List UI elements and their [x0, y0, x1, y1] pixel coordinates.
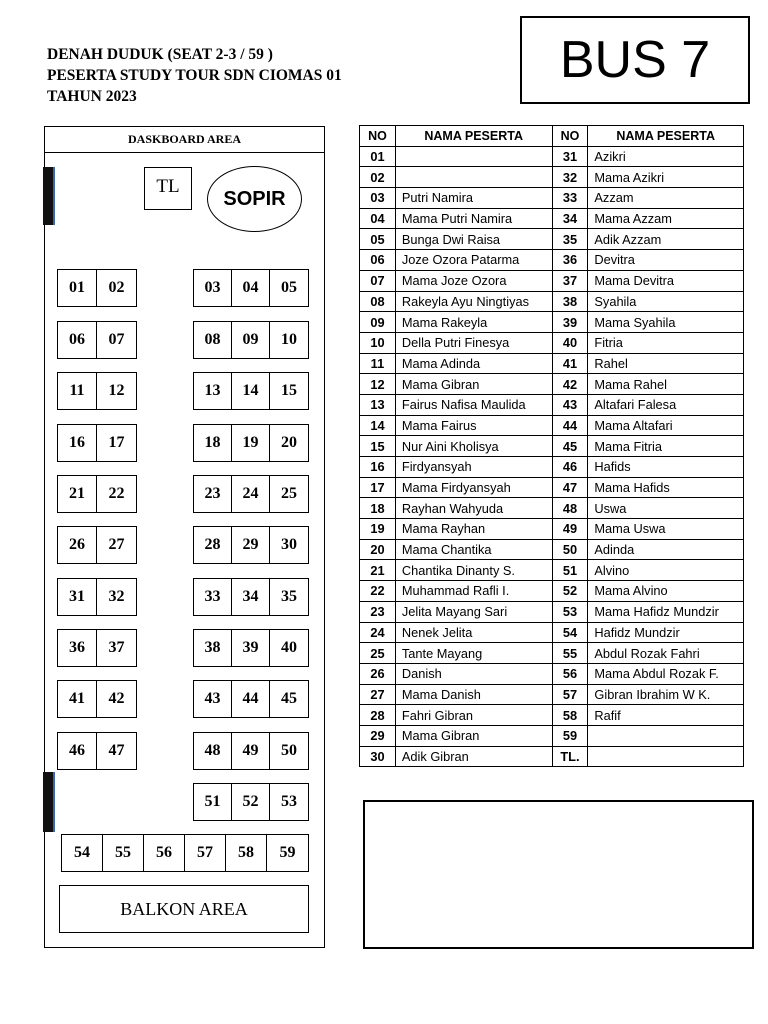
participant-name-right: Mama Hafids: [588, 477, 744, 498]
row-no-left: 30: [360, 746, 396, 767]
table-row: [360, 622, 744, 643]
seat-12: 12: [108, 382, 125, 399]
seat-53: 53: [281, 793, 297, 810]
seat-24: 24: [232, 476, 270, 512]
participant-name-left: Rakeyla Ayu Ningtiyas: [395, 291, 552, 312]
participant-name-left: Mama Putri Namira: [395, 208, 552, 229]
row-no-left: 06: [360, 250, 396, 271]
participant-name-right: Mama Azzam: [588, 208, 744, 229]
seat-43: 43: [194, 681, 232, 717]
header-no-right: NO: [552, 126, 588, 147]
table-row: [360, 539, 744, 560]
row-no-left: 12: [360, 374, 396, 395]
participant-name-left: Joze Ozora Patarma: [395, 250, 552, 271]
seat-40: 40: [281, 639, 297, 656]
seat-map: [44, 126, 325, 948]
seat-01: 01: [58, 270, 97, 306]
participant-name-right: Rahel: [588, 353, 744, 374]
left-seat-row: [57, 680, 137, 718]
header-no-left: NO: [360, 126, 396, 147]
participant-name-left: Bunga Dwi Raisa: [395, 229, 552, 250]
seat-14: 14: [232, 373, 270, 409]
participant-name-right: Devitra: [588, 250, 744, 271]
table-row: [360, 291, 744, 312]
rear-door-marker: [43, 772, 55, 832]
row-no-left: 15: [360, 436, 396, 457]
row-no-right: 33: [552, 188, 588, 209]
table-row: [360, 270, 744, 291]
left-seat-row: [57, 321, 137, 359]
participant-name-left: [395, 146, 552, 167]
header-name-left: NAMA PESERTA: [395, 126, 552, 147]
participant-name-right: Mama Abdul Rozak F.: [588, 663, 744, 684]
seat-06: 06: [58, 322, 97, 358]
table-row: [360, 353, 744, 374]
row-no-left: 01: [360, 146, 396, 167]
participant-name-left: Nur Aini Kholisya: [395, 436, 552, 457]
participant-name-left: Mama Joze Ozora: [395, 270, 552, 291]
seat-03: 03: [194, 270, 232, 306]
seat-17: 17: [108, 434, 125, 451]
participant-name-right: Mama Rahel: [588, 374, 744, 395]
participant-name-left: Fahri Gibran: [395, 705, 552, 726]
seat-09: 09: [232, 322, 270, 358]
row-no-left: 29: [360, 725, 396, 746]
participant-name-left: Mama Rayhan: [395, 519, 552, 540]
seat-48: 48: [194, 733, 232, 769]
left-seat-row: [57, 732, 137, 770]
front-door-marker: [43, 167, 55, 225]
participant-name-right: Mama Alvino: [588, 581, 744, 602]
table-header-row: [360, 126, 744, 147]
participant-name-right: Gibran Ibrahim W K.: [588, 684, 744, 705]
seat-02: 02: [108, 279, 125, 296]
participant-name-left: Tante Mayang: [395, 643, 552, 664]
tour-leader-seat: TL: [144, 167, 192, 210]
table-row: [360, 663, 744, 684]
participant-name-right: Syahila: [588, 291, 744, 312]
row-no-left: 28: [360, 705, 396, 726]
seat-55: 55: [103, 835, 144, 871]
right-seat-row: [193, 526, 309, 564]
bus-number-box: BUS 7: [520, 16, 750, 104]
table-row: [360, 332, 744, 353]
seat-05: 05: [281, 279, 297, 296]
right-seat-row: [193, 783, 309, 821]
right-seat-row: [193, 269, 309, 307]
header-name-right: NAMA PESERTA: [588, 126, 744, 147]
row-no-right: 35: [552, 229, 588, 250]
seat-11: 11: [58, 373, 97, 409]
row-no-right: 51: [552, 560, 588, 581]
participant-name-left: Mama Chantika: [395, 539, 552, 560]
row-no-left: 10: [360, 332, 396, 353]
right-seat-row: [193, 732, 309, 770]
document-header: [47, 44, 342, 107]
row-no-left: 26: [360, 663, 396, 684]
table-row: [360, 684, 744, 705]
row-no-left: 21: [360, 560, 396, 581]
participant-name-left: Firdyansyah: [395, 457, 552, 478]
table-row: [360, 581, 744, 602]
row-no-left: 17: [360, 477, 396, 498]
row-no-right: 49: [552, 519, 588, 540]
seat-34: 34: [232, 579, 270, 615]
table-row: [360, 146, 744, 167]
participant-name-left: Fairus Nafisa Maulida: [395, 394, 552, 415]
participant-name-right: Altafari Falesa: [588, 394, 744, 415]
table-row: [360, 436, 744, 457]
seat-19: 19: [232, 425, 270, 461]
participant-name-right: Mama Devitra: [588, 270, 744, 291]
seat-13: 13: [194, 373, 232, 409]
right-seat-row: [193, 372, 309, 410]
row-no-right: 55: [552, 643, 588, 664]
seat-23: 23: [194, 476, 232, 512]
table-row: [360, 643, 744, 664]
seat-32: 32: [108, 588, 125, 605]
row-no-right: 40: [552, 332, 588, 353]
row-no-right: 48: [552, 498, 588, 519]
seat-49: 49: [232, 733, 270, 769]
row-no-right: 41: [552, 353, 588, 374]
seat-36: 36: [58, 630, 97, 666]
participant-name-right: Mama Uswa: [588, 519, 744, 540]
participant-name-left: Danish: [395, 663, 552, 684]
seat-31: 31: [58, 579, 97, 615]
row-no-right: 43: [552, 394, 588, 415]
right-seat-row: [193, 680, 309, 718]
right-seat-row: [193, 321, 309, 359]
row-no-right: 31: [552, 146, 588, 167]
back-seat-row: [61, 834, 309, 872]
participant-name-left: Muhammad Rafli I.: [395, 581, 552, 602]
right-seat-row: [193, 578, 309, 616]
balcony-area-label: BALKON AREA: [59, 885, 309, 933]
row-no-left: 05: [360, 229, 396, 250]
table-row: [360, 394, 744, 415]
seat-42: 42: [108, 690, 125, 707]
row-no-left: 07: [360, 270, 396, 291]
participant-name-left: Adik Gibran: [395, 746, 552, 767]
seat-46: 46: [58, 733, 97, 769]
table-row: [360, 312, 744, 333]
participant-name-left: Mama Fairus: [395, 415, 552, 436]
participant-name-right: Alvino: [588, 560, 744, 581]
seat-21: 21: [58, 476, 97, 512]
table-row: [360, 250, 744, 271]
left-seat-row: [57, 269, 137, 307]
row-no-right: 50: [552, 539, 588, 560]
seat-25: 25: [281, 485, 297, 502]
participant-name-right: Mama Syahila: [588, 312, 744, 333]
seat-10: 10: [281, 331, 297, 348]
seat-15: 15: [281, 382, 297, 399]
participant-name-right: Abdul Rozak Fahri: [588, 643, 744, 664]
row-no-right: 52: [552, 581, 588, 602]
row-no-left: 02: [360, 167, 396, 188]
left-seat-row: [57, 629, 137, 667]
seat-04: 04: [232, 270, 270, 306]
table-row: [360, 519, 744, 540]
seat-50: 50: [281, 742, 297, 759]
participant-name-right: Rafif: [588, 705, 744, 726]
row-no-left: 11: [360, 353, 396, 374]
row-no-left: 25: [360, 643, 396, 664]
table-row: [360, 208, 744, 229]
header-year: TAHUN 2023: [47, 88, 137, 105]
participant-name-right: Adik Azzam: [588, 229, 744, 250]
seat-52: 52: [232, 784, 270, 820]
participant-name-left: Mama Danish: [395, 684, 552, 705]
row-no-right: 37: [552, 270, 588, 291]
row-no-left: 09: [360, 312, 396, 333]
participant-name-right: Fitria: [588, 332, 744, 353]
row-no-left: 19: [360, 519, 396, 540]
participant-name-left: Nenek Jelita: [395, 622, 552, 643]
left-seat-row: [57, 372, 137, 410]
participant-name-right: Uswa: [588, 498, 744, 519]
participant-name-right: Mama Azikri: [588, 167, 744, 188]
participant-name-left: Rayhan Wahyuda: [395, 498, 552, 519]
seat-22: 22: [108, 485, 125, 502]
right-seat-row: [193, 629, 309, 667]
seat-27: 27: [108, 536, 125, 553]
participant-name-right: Mama Hafidz Mundzir: [588, 601, 744, 622]
driver-seat: SOPIR: [207, 166, 302, 232]
row-no-left: 22: [360, 581, 396, 602]
row-no-left: 04: [360, 208, 396, 229]
row-no-left: 18: [360, 498, 396, 519]
row-no-left: 14: [360, 415, 396, 436]
participant-name-right: Azikri: [588, 146, 744, 167]
participant-name-left: [395, 167, 552, 188]
table-row: [360, 374, 744, 395]
table-row: [360, 167, 744, 188]
seat-51: 51: [194, 784, 232, 820]
left-seat-row: [57, 424, 137, 462]
table-row: [360, 188, 744, 209]
seat-47: 47: [108, 742, 125, 759]
row-no-right: 46: [552, 457, 588, 478]
table-row: [360, 477, 744, 498]
table-row: [360, 705, 744, 726]
seat-29: 29: [232, 527, 270, 563]
seat-26: 26: [58, 527, 97, 563]
participant-name-right: Hafidz Mundzir: [588, 622, 744, 643]
header-subtitle: PESERTA STUDY TOUR SDN CIOMAS 01: [47, 67, 342, 84]
row-no-right: 58: [552, 705, 588, 726]
row-no-right: 53: [552, 601, 588, 622]
row-no-left: 03: [360, 188, 396, 209]
participant-name-left: Jelita Mayang Sari: [395, 601, 552, 622]
row-no-left: 16: [360, 457, 396, 478]
row-no-right: 42: [552, 374, 588, 395]
row-no-right: 56: [552, 663, 588, 684]
row-no-left: 20: [360, 539, 396, 560]
seat-18: 18: [194, 425, 232, 461]
table-row: [360, 560, 744, 581]
row-no-right: 44: [552, 415, 588, 436]
left-seat-row: [57, 526, 137, 564]
seat-38: 38: [194, 630, 232, 666]
participant-name-right: [588, 725, 744, 746]
participant-name-left: Mama Gibran: [395, 374, 552, 395]
participant-name-right: Mama Altafari: [588, 415, 744, 436]
right-seat-row: [193, 475, 309, 513]
dashboard-area-label: DASKBOARD AREA: [45, 127, 324, 153]
table-row: [360, 601, 744, 622]
row-no-left: 27: [360, 684, 396, 705]
row-no-right: 54: [552, 622, 588, 643]
table-row: [360, 457, 744, 478]
row-no-left: 08: [360, 291, 396, 312]
seat-44: 44: [232, 681, 270, 717]
participant-name-left: Chantika Dinanty S.: [395, 560, 552, 581]
row-no-right: 57: [552, 684, 588, 705]
seat-30: 30: [281, 536, 297, 553]
row-no-right: 32: [552, 167, 588, 188]
participant-name-right: Hafids: [588, 457, 744, 478]
seat-45: 45: [281, 690, 297, 707]
table-row: [360, 725, 744, 746]
row-no-right: 36: [552, 250, 588, 271]
seat-28: 28: [194, 527, 232, 563]
seat-08: 08: [194, 322, 232, 358]
left-seat-row: [57, 475, 137, 513]
seat-57: 57: [185, 835, 226, 871]
seat-56: 56: [144, 835, 185, 871]
seat-35: 35: [281, 588, 297, 605]
participant-name-right: Azzam: [588, 188, 744, 209]
participant-table: [359, 125, 744, 767]
table-row: [360, 746, 744, 767]
participant-name-left: Mama Rakeyla: [395, 312, 552, 333]
row-no-right: 34: [552, 208, 588, 229]
header-title: DENAH DUDUK (SEAT 2-3 / 59 ): [47, 46, 273, 63]
participant-name-left: Mama Adinda: [395, 353, 552, 374]
row-no-right: 47: [552, 477, 588, 498]
participant-name-left: Della Putri Finesya: [395, 332, 552, 353]
row-no-left: 23: [360, 601, 396, 622]
table-row: [360, 415, 744, 436]
participant-name-right: [588, 746, 744, 767]
seat-37: 37: [108, 639, 125, 656]
seat-54: 54: [62, 835, 103, 871]
participant-name-right: Mama Fitria: [588, 436, 744, 457]
seat-39: 39: [232, 630, 270, 666]
row-no-right: TL.: [552, 746, 588, 767]
row-no-right: 39: [552, 312, 588, 333]
right-seat-row: [193, 424, 309, 462]
participant-name-left: Mama Firdyansyah: [395, 477, 552, 498]
row-no-left: 13: [360, 394, 396, 415]
left-seat-row: [57, 578, 137, 616]
row-no-right: 38: [552, 291, 588, 312]
seat-16: 16: [58, 425, 97, 461]
row-no-left: 24: [360, 622, 396, 643]
participant-name-left: Mama Gibran: [395, 725, 552, 746]
seat-33: 33: [194, 579, 232, 615]
seat-07: 07: [108, 331, 125, 348]
row-no-right: 45: [552, 436, 588, 457]
seat-58: 58: [226, 835, 267, 871]
row-no-right: 59: [552, 725, 588, 746]
seat-59: 59: [279, 844, 296, 861]
seat-41: 41: [58, 681, 97, 717]
table-row: [360, 229, 744, 250]
notes-box: [363, 800, 754, 949]
table-row: [360, 498, 744, 519]
participant-name-right: Adinda: [588, 539, 744, 560]
participant-name-left: Putri Namira: [395, 188, 552, 209]
seat-20: 20: [281, 434, 297, 451]
